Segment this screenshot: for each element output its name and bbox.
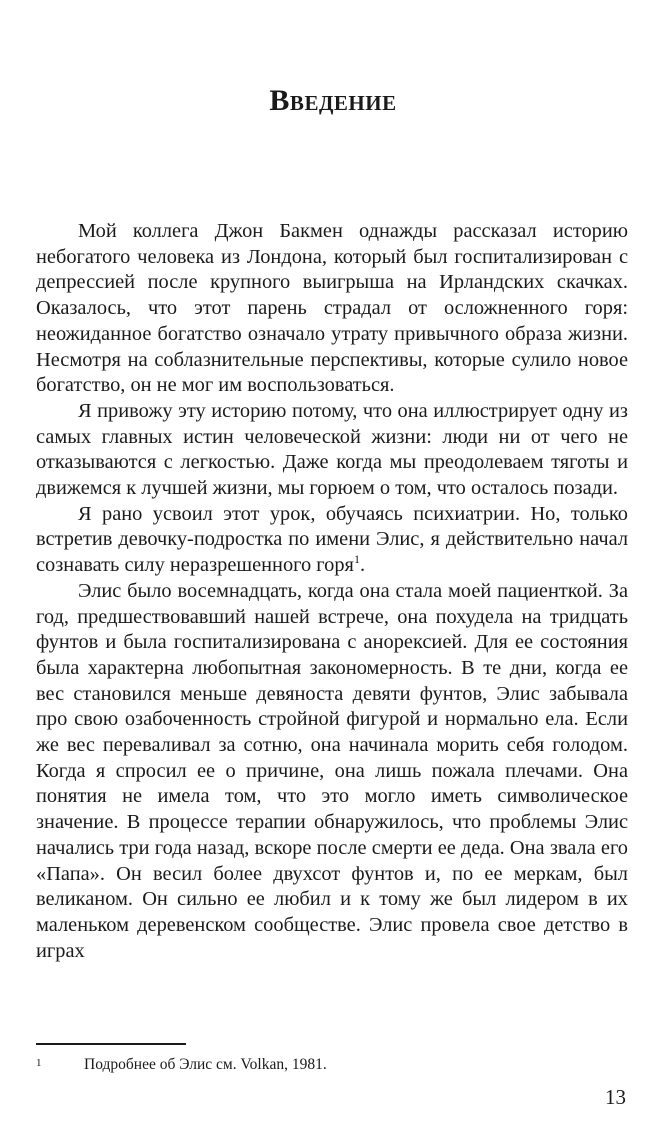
footnote-divider — [36, 1043, 186, 1045]
page-number: 13 — [605, 1085, 626, 1109]
chapter-heading: Введение — [269, 84, 397, 117]
paragraph-3 — [36, 502, 628, 579]
footnote-reference: 1 — [353, 552, 360, 567]
body-text — [36, 219, 628, 964]
paragraph-4: Элис было восемнадцать, когда она стала моей пациенткой. За год, предшествовавший нашей встрече, она похудела на тридцать фунтов и была госпитализирована с анорексией. Для ее состояния была характерна любопытная закономерность. В те дни, когда ее вес становился меньше девяноста девяти фунтов, Элис забывала про свою озабоченность стройной фигурой и нормально ела. Если же вес переваливал за сотню, она начинала морить себя голодом. Когда я спросил ее о причине, она лишь пожала плечами. Она понятия не имела том, что это могло иметь символическое значение. В процессе терапии обнаружилось, что проблемы Элис начались три года назад, вскоре после смерти ее деда. Она звала его «Папа». Он весил более двухсот фунтов и, по ее меркам, был великаном. Он сильно ее любил и к тому же был лидером в их маленьком деревенском сообществе. Элис провела свое детство в играх — [36, 579, 628, 962]
paragraph-1: Мой коллега Джон Бакмен однажды рассказал историю небогатого человека из Лондона, который был госпитализирован с депрессией после крупного выигрыша на Ирландских скачках. Оказалось, что этот парень страдал от осложненного горя: неожиданное богатство означало утрату привычного образа жизни. Несмотря на соблазнительные перспективы, которые сулило новое богатство, он не мог им воспользоваться. — [36, 220, 628, 397]
paragraph-2: Я привожу эту историю потому, что она иллюстрирует одну из самых главных истин человеческой жизни: люди ни от чего не отказываются с легкостью. Даже когда мы преодолеваем тяготы и движемся к лучшей жизни, мы горюем о том, что осталось позади. — [36, 399, 628, 500]
footnote-mark: 1 — [36, 1057, 42, 1069]
paragraph-3-end: . — [359, 554, 366, 577]
paragraph-3-text: Я рано усвоил этот урок, обучаясь психиатрии. Но, только встретив девочку-подростка по имени Элис, я действительно начал сознавать силу неразрешенного горя — [36, 502, 628, 577]
footnote-text: Подробнее об Элис см. Volkan, 1981. — [84, 1056, 327, 1073]
footnote — [36, 1055, 628, 1075]
